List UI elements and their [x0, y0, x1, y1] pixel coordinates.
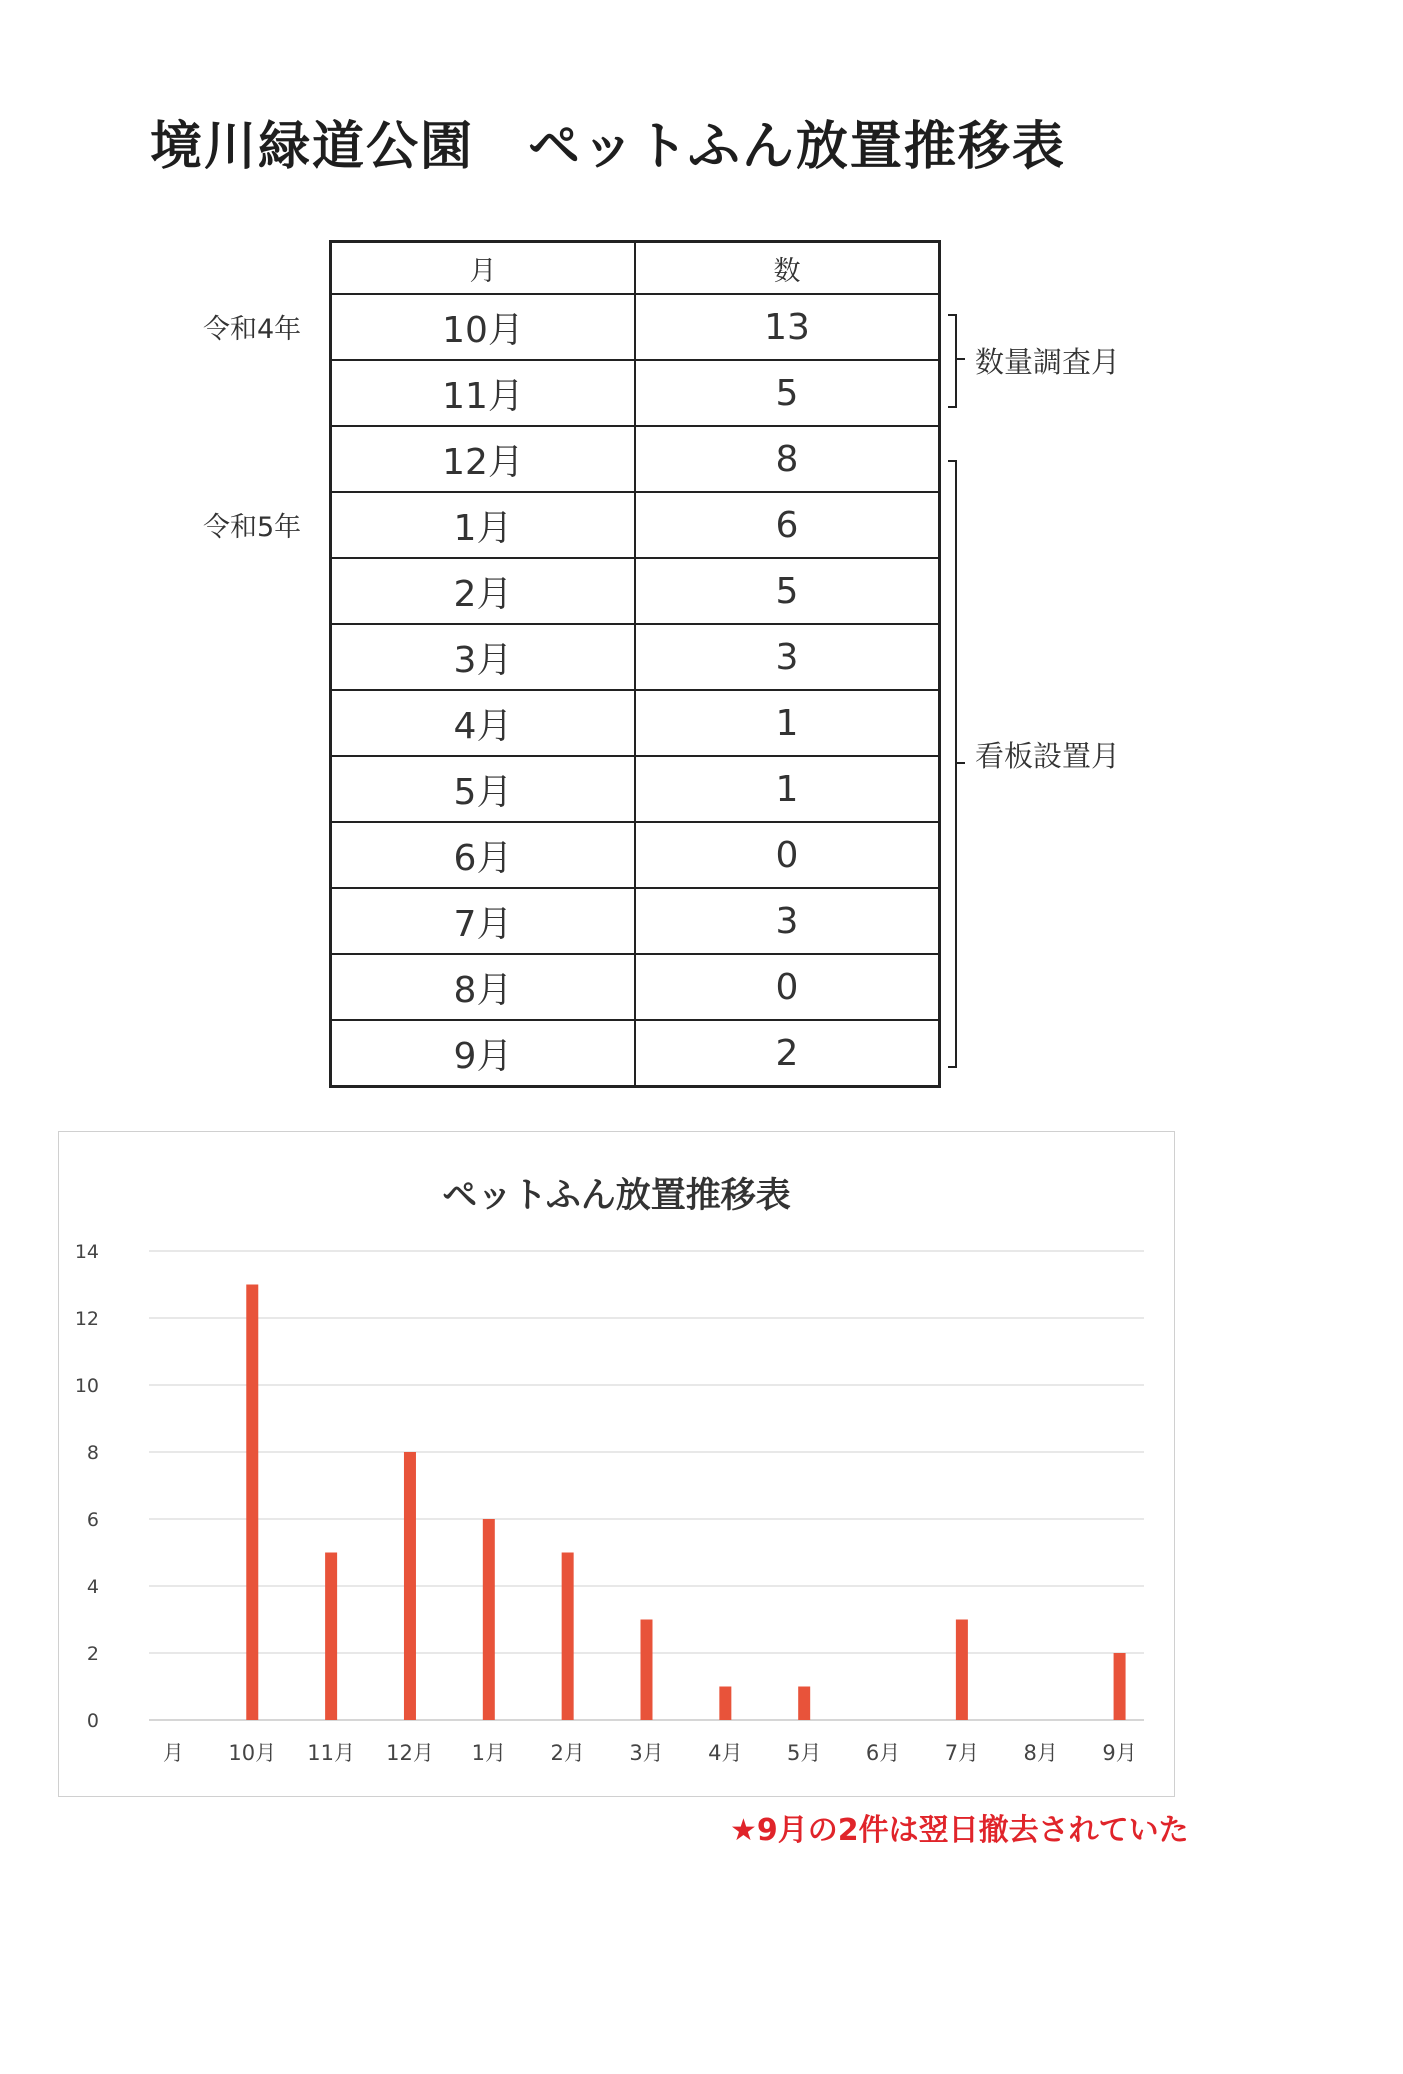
cell-count: 5: [635, 360, 940, 426]
bar-chart: [58, 1131, 1175, 1797]
cell-month: 7月: [331, 888, 636, 954]
x-tick-label: 4月: [708, 1741, 743, 1765]
bar: [641, 1620, 653, 1721]
x-tick-label: 9月: [1102, 1741, 1137, 1765]
table-row: [331, 294, 940, 360]
year-label-reiwa5: 令和5年: [203, 512, 302, 543]
cell-count: 3: [635, 888, 940, 954]
page-title: 境川緑道公園 ペットふん放置推移表: [150, 117, 1066, 177]
sign-install-label: 看板設置月: [975, 739, 1121, 773]
x-tick-label: 12月: [386, 1741, 434, 1765]
bar: [1114, 1653, 1126, 1720]
survey-month-bracket: [948, 314, 957, 408]
table-row: [331, 492, 940, 558]
chart-plot: [59, 1132, 1174, 1796]
x-tick-label: 10月: [228, 1741, 277, 1765]
table-row: [331, 888, 940, 954]
x-tick-label: 3月: [629, 1741, 664, 1765]
table-row: [331, 1020, 940, 1087]
x-tick-label: 月: [162, 1741, 184, 1765]
cell-count: 1: [635, 690, 940, 756]
table-row: [331, 756, 940, 822]
survey-month-label: 数量調査月: [975, 345, 1121, 379]
bar: [956, 1620, 968, 1721]
cell-count: 1: [635, 756, 940, 822]
table-row: [331, 624, 940, 690]
y-tick-label: 6: [86, 1509, 99, 1531]
survey-month-bracket-tick: [957, 358, 965, 360]
table-header-row: [331, 242, 940, 295]
table-row: [331, 822, 940, 888]
bar: [562, 1553, 574, 1721]
table-row: [331, 426, 940, 492]
y-tick-label: 0: [86, 1710, 99, 1732]
y-tick-label: 12: [74, 1308, 99, 1330]
cell-month: 12月: [331, 426, 636, 492]
x-tick-label: 5月: [787, 1741, 822, 1765]
cell-count: 6: [635, 492, 940, 558]
bar: [798, 1687, 810, 1721]
cell-count: 5: [635, 558, 940, 624]
cell-count: 13: [635, 294, 940, 360]
cell-month: 11月: [331, 360, 636, 426]
cell-month: 10月: [331, 294, 636, 360]
x-tick-label: 11月: [307, 1741, 355, 1765]
x-tick-label: 7月: [944, 1741, 980, 1765]
cell-month: 2月: [331, 558, 636, 624]
cell-month: 4月: [331, 690, 636, 756]
y-tick-label: 14: [74, 1241, 99, 1263]
monthly-count-table: [329, 240, 941, 1088]
bar: [404, 1452, 416, 1720]
y-tick-label: 10: [74, 1375, 99, 1397]
cell-count: 2: [635, 1020, 940, 1087]
cell-month: 5月: [331, 756, 636, 822]
year-label-reiwa4: 令和4年: [203, 314, 302, 345]
chart-title: ペットふん放置推移表: [442, 1176, 791, 1216]
table-row: [331, 690, 940, 756]
cell-count: 8: [635, 426, 940, 492]
header-month: 月: [331, 242, 636, 295]
bar: [246, 1285, 258, 1721]
cell-count: 0: [635, 822, 940, 888]
sign-install-bracket: [948, 460, 957, 1068]
table-row: [331, 360, 940, 426]
footnote-note: ★9月の2件は翌日撤去されていた: [730, 1813, 1189, 1848]
cell-month: 6月: [331, 822, 636, 888]
table-row: [331, 954, 940, 1020]
cell-count: 3: [635, 624, 940, 690]
x-tick-label: 6月: [865, 1741, 901, 1765]
cell-month: 8月: [331, 954, 636, 1020]
y-tick-label: 8: [86, 1442, 99, 1464]
bar: [719, 1687, 731, 1721]
cell-month: 1月: [331, 492, 636, 558]
table-row: [331, 558, 940, 624]
x-tick-label: 1月: [471, 1741, 506, 1765]
y-tick-label: 4: [86, 1576, 99, 1598]
x-tick-label: 2月: [550, 1741, 585, 1765]
cell-month: 3月: [331, 624, 636, 690]
bar: [325, 1553, 337, 1721]
x-tick-label: 8月: [1023, 1741, 1058, 1765]
cell-month: 9月: [331, 1020, 636, 1087]
cell-count: 0: [635, 954, 940, 1020]
bar: [483, 1519, 495, 1720]
y-tick-label: 2: [86, 1643, 99, 1665]
header-count: 数: [635, 242, 940, 295]
sign-install-bracket-tick: [957, 762, 965, 764]
